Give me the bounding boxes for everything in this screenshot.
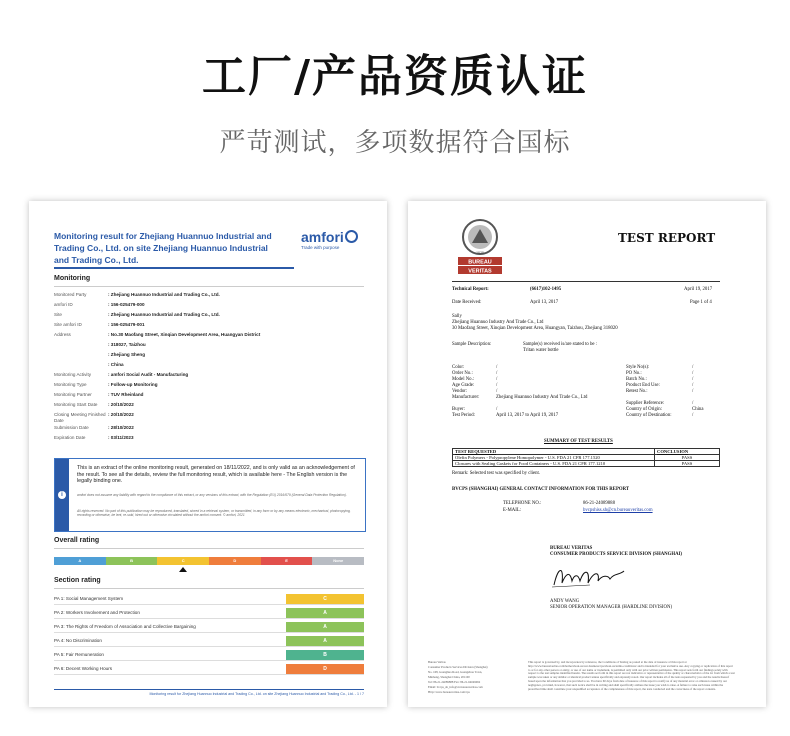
- field-value: : China: [108, 362, 124, 367]
- amfori-heading: Monitoring result for Zhejiang Huannuo Industrial and Trading Co., Ltd. on site Zhejiang Huannuo Industrial and Trading Co., Ltd.: [54, 231, 272, 265]
- heading-rule: [54, 267, 294, 269]
- amfori-certificate: [29, 201, 387, 707]
- field-label: Closing Meeting Finished Date: [54, 412, 106, 423]
- field-label: amfori ID: [54, 302, 73, 307]
- section-row: [54, 664, 364, 675]
- field-label: Supplier Reference:: [626, 401, 665, 406]
- svg-text:BUREAU: BUREAU: [468, 259, 492, 266]
- field-label: Site amfori ID: [54, 322, 82, 327]
- info-note-gdpr: amfori does not assume any liability with regard to the compliance of this extract, or any versions of this extract, with the Regulation (EU) 2016/679 (General Data Protection Regulation).: [77, 493, 347, 497]
- telephone: 86-21-24089888: [583, 501, 615, 506]
- sample-name: Tritan water bottle: [523, 348, 559, 353]
- field-value: /: [496, 377, 498, 382]
- section-grade: A: [286, 608, 364, 618]
- test-result: PASS: [655, 461, 720, 467]
- field-value: /: [692, 389, 694, 394]
- test-name: Olefin Polymers - Polypropylene Homopolymer - U.S. FDA 21 CFR 177.1520: [453, 455, 655, 461]
- test-result: PASS: [655, 455, 720, 461]
- field-value: /: [496, 407, 498, 412]
- info-notice: [54, 458, 366, 532]
- col-conclusion: CONCLUSION: [655, 449, 720, 455]
- email-link[interactable]: bvcpshiss.sh@cn.bureauveritas.com: [583, 508, 653, 513]
- section-label: PA 1: Social Management System: [54, 596, 124, 601]
- field-label: Site: [54, 312, 62, 317]
- footer-line: Bureau Veritas: [428, 660, 446, 664]
- field-label: Vendor:: [452, 389, 468, 394]
- field-label: Order No.:: [452, 371, 473, 376]
- section-row: [54, 594, 364, 605]
- section-row: [54, 650, 364, 661]
- divider: [54, 286, 364, 287]
- info-bar: [55, 459, 69, 531]
- field-value: /: [496, 389, 498, 394]
- table-row: [453, 461, 720, 467]
- field-value: : 20/10/2022: [108, 412, 134, 417]
- field-value: : 318027, Taizhou: [108, 342, 146, 347]
- signer-title: SENIOR OPERATION MANAGER (HARDLINE DIVISION): [550, 605, 673, 610]
- tech-report-label: Technical Report:: [452, 287, 489, 292]
- applicant-company: Zhejiang Huannuo Industry And Trade Co., Ltd: [452, 320, 544, 325]
- overall-rating-heading: Overall rating: [54, 537, 100, 544]
- summary-table: [452, 448, 720, 467]
- page-number: Page 1 of 4: [690, 300, 712, 305]
- section-label: PA 6: Decent Working Hours: [54, 666, 113, 671]
- info-main-text: This is an extract of the online monitoring result, generated on 18/11/2022, and is only valid as an acknowledgement of the result. To see all the details, review the full monitoring result, which is available here - The English version is the legally binding one.: [77, 465, 355, 484]
- field-value: : Zhejiang Huannuo Industrial and Trading Co., Ltd.: [108, 312, 220, 317]
- section-grade: A: [286, 636, 364, 646]
- page-subtitle: 严苛测试，多项数据符合国标: [219, 128, 571, 158]
- field-value: /: [692, 413, 694, 418]
- field-label: Address: [54, 332, 71, 337]
- report-date: April 19, 2017: [684, 287, 713, 292]
- rating-segment: C: [157, 557, 209, 565]
- section-grade: A: [286, 622, 364, 632]
- amfori-logo: amfori: [301, 229, 358, 245]
- field-value: /: [692, 401, 694, 406]
- contact-title: BVCPS (SHANGHAI) GENERAL CONTACT INFORMATION FOR THIS REPORT: [452, 487, 630, 492]
- field-label: Monitoring Type: [54, 382, 87, 387]
- amfori-ring-icon: [345, 230, 358, 243]
- monitoring-heading: Monitoring: [54, 275, 91, 282]
- sample-desc-label: Sample Description:: [452, 342, 492, 347]
- field-value: : Follow-up Monitoring: [108, 382, 158, 387]
- field-label: Style No(s):: [626, 365, 650, 370]
- section-row: [54, 636, 364, 647]
- field-value: /: [692, 377, 694, 382]
- section-rating-heading: Section rating: [54, 577, 101, 584]
- footer-line: Tel: 86-21-24089888 Fax: 86-21-64049062: [428, 680, 481, 684]
- section-grade: B: [286, 650, 364, 660]
- field-label: Batch No.:: [626, 377, 647, 382]
- field-label: Test Period:: [452, 413, 475, 418]
- divider: [452, 281, 720, 282]
- field-label: Submission Date: [54, 425, 89, 430]
- overall-rating-scale: [54, 557, 364, 565]
- field-label: Country of Origin:: [626, 407, 662, 412]
- section-label: PA 4: No Discrimination: [54, 638, 102, 643]
- field-value: /: [692, 371, 694, 376]
- email-label: E-MAIL:: [503, 508, 522, 513]
- section-row: [54, 608, 364, 619]
- field-label: Manufacturer:: [452, 395, 480, 400]
- field-label: Model No.:: [452, 377, 475, 382]
- field-value: : 20/10/2022: [108, 402, 134, 407]
- field-value: : Zhejiang Huannuo Industrial and Trading Co., Ltd.: [108, 292, 220, 297]
- signature-icon: [550, 561, 630, 591]
- field-label: Monitoring Start Date: [54, 402, 98, 407]
- applicant-address: 30 Maofang Street, Xinqian Development Area, Huangyan, Taizhou, Zhejiang 318020: [452, 326, 618, 331]
- field-value: : 156-025479-000: [108, 302, 145, 307]
- field-label: Retest No.:: [626, 389, 648, 394]
- footer-line: No. 168, Guanghua Road, Guangzhou Town,: [428, 670, 483, 674]
- section-row: [54, 622, 364, 633]
- col-test-requested: TEST REQUESTED: [453, 449, 655, 455]
- tech-report-number: (6617)102-1495: [530, 287, 562, 292]
- rating-pointer-icon: [179, 567, 187, 572]
- org-name: BUREAU VERITAS: [550, 546, 593, 551]
- report-legal-text: This report is governed by, and incorporates by reference, the Conditions of Testing as posted at the date of issuance of this report at http://www.bureauveritas.com/home/about-us/our-business/cps/about-us/terms-conditions/ and is intended for your exclusive use. Any copying or replication of this report to or for any other person or entity, or use of our name or trademark, is permitted only with our prior written permission. This report sets forth our findings solely with respect to the test samples identified herein. The results set forth in this report are not indicative or representative of the quality or characteristics of the lot from which a test sample was taken or any similar or identical product unless specifically and expressly noted. Our report includes all of the tests requested by you and the results thereof based upon the information that you provided to us. You have 60 days from date of issuance of this report to notify us of any material error or omission caused by our negligence, provided, however, that such notice shall be in writing and shall specifically address the issue you wish to raise. A failure to raise such issue within the prescribed time shall constitute your unqualified acceptance of the completeness of this report, the tests conducted and the correctness of the report contents.: [528, 661, 735, 691]
- sample-desc: Sample(s) received is/are stated to be :: [523, 342, 598, 347]
- test-report: [408, 201, 766, 707]
- amfori-tagline: Trade with purpose: [301, 245, 340, 250]
- rating-segment: E: [261, 557, 313, 565]
- section-grade: D: [286, 664, 364, 674]
- field-label: Monitored Party: [54, 292, 87, 297]
- summary-title: SUMMARY OF TEST RESULTS: [544, 439, 613, 444]
- section-label: PA 5: Fair Remuneration: [54, 652, 104, 657]
- section-label: PA 2: Workers Involvement and Protection: [54, 610, 140, 615]
- svg-text:1828: 1828: [476, 251, 484, 255]
- field-label: Country of Destination:: [626, 413, 672, 418]
- footer-line: Email: bvcps_sh_info@cn.bureauveritas.com: [428, 685, 483, 689]
- amfori-footer: Monitoring result for Zhejiang Huannuo Industrial and Trading Co., Ltd. on site Zhejiang Huannuo Industrial and Trading Co., Ltd. - 1 / 7: [54, 689, 364, 696]
- footer-line: Minhang, Shanghai China, 201100: [428, 675, 470, 679]
- rating-segment: B: [106, 557, 158, 565]
- field-value: : 03/11/2023: [108, 435, 134, 440]
- field-value: Zhejiang Huannuo Industry And Trade Co., Ltd: [496, 395, 588, 400]
- divider: [54, 548, 364, 549]
- org-division: CONSUMER PRODUCTS SERVICE DIVISION (SHANGHAI): [550, 552, 683, 557]
- field-value: /: [496, 371, 498, 376]
- rating-segment: A: [54, 557, 106, 565]
- info-icon: i: [58, 491, 66, 499]
- field-label: PO No.:: [626, 371, 642, 376]
- section-label: PA 3: The Rights of Freedom of Association and Collective Bargaining: [54, 624, 196, 629]
- page-title: 工厂/产品资质认证: [201, 51, 589, 102]
- date-received: April 13, 2017: [530, 300, 559, 305]
- field-label: Age Grade:: [452, 383, 475, 388]
- rating-segment: None: [312, 557, 364, 565]
- field-value: April 13, 2017 to April 19, 2017: [496, 413, 559, 418]
- field-value: /: [496, 383, 498, 388]
- field-value: : amfori Social Audit - Manufacturing: [108, 372, 189, 377]
- field-value: /: [496, 365, 498, 370]
- field-value: /: [692, 365, 694, 370]
- signer-name: ANDY WANG: [550, 599, 580, 604]
- footer-line: Consumer Products Services Division (Shanghai): [428, 665, 488, 669]
- field-label: Monitoring Activity: [54, 372, 92, 377]
- remark: Remark: Selected test was specified by client.: [452, 471, 541, 476]
- field-label: Buyer:: [452, 407, 466, 412]
- field-label: Expiration Date: [54, 435, 86, 440]
- divider: [54, 588, 364, 589]
- bureau-veritas-logo-icon: [458, 217, 502, 275]
- date-received-label: Date Received:: [452, 300, 482, 305]
- info-note-rights: All rights reserved. No part of this publication may be reproduced, translated, stored in a retrieval system, or transmitted, in any form or by any means electronic, mechanical, photocopying, recording or otherwise, be lent, re-sold, hired out or otherwise circulated without the amfori consent. © amfori, 2021: [77, 509, 351, 518]
- field-value: : 156-025479-001: [108, 322, 145, 327]
- field-value: : No.30 Maofang Street, Xinqian Development Area, Huangyan District: [108, 332, 261, 337]
- rating-segment: D: [209, 557, 261, 565]
- field-label: Color:: [452, 365, 465, 370]
- field-value: : TUV Rheinland: [108, 392, 144, 397]
- section-grade: C: [286, 594, 364, 604]
- svg-text:VERITAS: VERITAS: [468, 268, 492, 275]
- applicant-contact: Sally: [452, 314, 462, 319]
- field-value: : Zhejiang Sheng: [108, 352, 146, 357]
- field-label: Product End Use:: [626, 383, 660, 388]
- field-label: Monitoring Partner: [54, 392, 92, 397]
- footer-line: Http://www.bureauveritas.com/cps: [428, 690, 470, 694]
- report-title: TEST REPORT: [618, 231, 716, 245]
- test-name: Closures with Sealing Gaskets for Food Containers - U.S. FDA 21 CFR 177.1210: [453, 461, 655, 467]
- field-value: China: [692, 407, 704, 412]
- field-value: /: [692, 383, 694, 388]
- field-value: : 28/10/2022: [108, 425, 134, 430]
- telephone-label: TELEPHONE NO.:: [503, 501, 542, 506]
